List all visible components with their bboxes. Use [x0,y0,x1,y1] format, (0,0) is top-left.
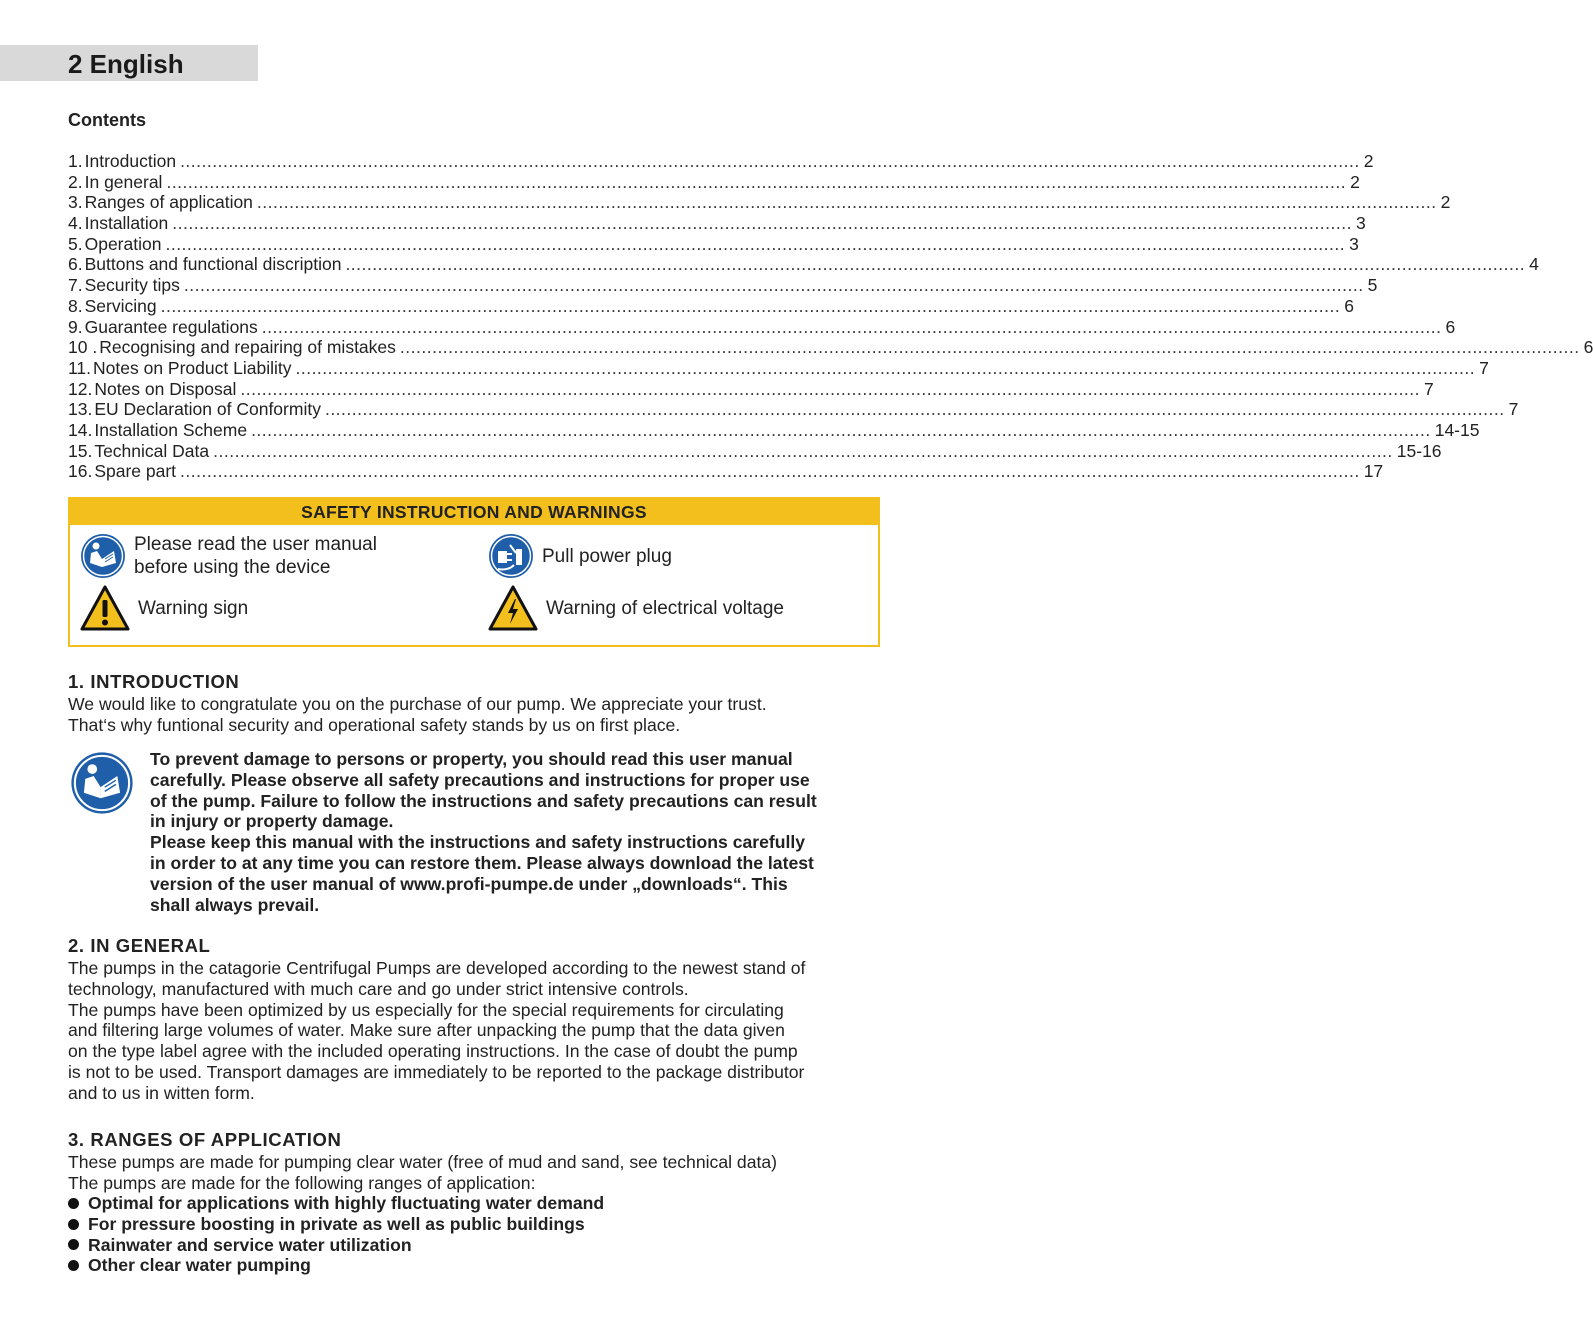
introduction-heading: 1. INTRODUCTION [68,671,240,692]
toc-leader-dots: ............................................................................................................................................................................................................................ [160,295,1341,316]
safety-item-text-line1: Warning sign [138,597,249,619]
toc-entry [68,192,1451,213]
toc-leader-dots: ............................................................................................................................................................................................................................ [172,213,1352,234]
list-item: Other clear water pumping [68,1255,888,1276]
text-line: The pumps are made for the following ranges of application: [68,1172,536,1193]
bullet-icon [68,1239,79,1250]
safety-item-read-manual [80,533,377,579]
toc-label: Installation Scheme [94,419,248,440]
toc-label: Notes on Disposal [94,378,237,399]
toc-leader-dots: ............................................................................................................................................................................................................................ [345,254,1526,275]
ranges-bullet-list [68,1193,888,1276]
toc-entry [68,295,1354,317]
text-line: version of the user manual of www.profi-pumpe.de under „downloads“. This [150,873,788,894]
warning-icon [80,585,130,631]
text-line: in order to at any time you can restore them. Please always download the latest [150,852,814,873]
toc-number: 16. [68,461,93,482]
text-line: on the type label agree with the included operating instructions. In the case of doubt the pump [68,1041,798,1062]
toc-number: 7. [68,275,83,296]
toc-number: 11. [68,357,92,378]
toc-label: Introduction [84,151,177,171]
toc-label: EU Declaration of Conformity [94,399,321,420]
list-item: For pressure boosting in private as well as public buildings [68,1214,888,1235]
toc-label: Technical Data [94,440,210,461]
safety-item-text-line1: Pull power plug [542,545,672,567]
toc-page-number: 7 [1424,378,1434,399]
toc-leader-dots: ............................................................................................................................................................................................................................ [166,171,1347,192]
toc-page-number: 3 [1355,213,1366,234]
safety-item-text-line1: Warning of electrical voltage [546,597,784,619]
safety-item-text-line2: before using the device [134,557,331,578]
table-of-contents [68,151,1593,482]
text-line: of the pump. Failure to follow the instructions and safety precautions can result [150,790,817,811]
general-text [68,958,888,1104]
pull-plug-icon [488,533,534,579]
toc-number: 15. [68,440,93,461]
toc-number: 4. [68,213,83,234]
toc-label: Ranges of application [84,192,253,213]
toc-page-number: 2 [1350,171,1360,192]
text-line: That‘s why funtional security and operational safety stands by us on first place. [68,714,681,735]
introduction-warning-text [150,749,890,915]
toc-entry [68,357,1489,379]
toc-entry [68,213,1366,234]
text-line: and filtering large volumes of water. Make sure after unpacking the pump that the data given [68,1020,785,1041]
text-line: shall always prevail. [150,894,320,915]
toc-page-number: 14-15 [1434,419,1480,440]
toc-entry [68,461,1384,482]
toc-leader-dots: ............................................................................................................................................................................................................................ [399,337,1580,358]
toc-entry [68,378,1434,400]
text-line: To prevent damage to persons or property, you should read this user manual [150,749,793,769]
electrical-voltage-icon [488,585,538,631]
toc-label: In general [84,171,163,192]
toc-entry [68,337,1593,358]
ranges-text [68,1152,888,1194]
toc-number: 3. [68,192,83,213]
list-item: Rainwater and service water utilization [68,1235,888,1256]
safety-box [68,497,880,647]
toc-page-number: 6 [1583,337,1593,358]
toc-entry [68,440,1442,462]
toc-page-number: 15-16 [1396,440,1442,461]
toc-leader-dots: ............................................................................................................................................................................................................................ [295,357,1476,378]
toc-page-number: 7 [1479,357,1489,378]
toc-number: 12. [68,378,93,399]
toc-label: Recognising and repairing of mistakes [99,337,396,358]
toc-page-number: 5 [1367,275,1378,296]
introduction-text [68,694,888,736]
toc-page-number: 4 [1529,254,1539,275]
toc-label: Spare part [94,461,177,482]
contents-heading: Contents [68,110,146,130]
toc-page-number: 7 [1508,399,1519,420]
toc-leader-dots: ............................................................................................................................................................................................................................ [251,419,1431,440]
toc-number: 9. [68,316,83,337]
safety-item-pull-plug [488,533,672,579]
toc-leader-dots: ............................................................................................................................................................................................................................ [183,275,1364,296]
toc-page-number: 6 [1445,316,1456,337]
toc-number: 14. [68,419,93,440]
toc-leader-dots: ............................................................................................................................................................................................................................ [324,399,1505,420]
toc-number: 13. [68,399,93,420]
read-manual-icon [80,533,126,579]
toc-page-number: 17 [1363,461,1384,482]
bullet-icon [68,1219,79,1230]
text-line: The pumps have been optimized by us especially for the special requirements for circulating [68,999,784,1020]
safety-item-electrical [488,585,784,631]
toc-page-number: 3 [1349,233,1359,254]
general-heading: 2. IN GENERAL [68,935,211,956]
bullet-icon [68,1198,79,1209]
text-line: The pumps in the catagorie Centrifugal Pumps are developed according to the newest stand of [68,958,806,978]
text-line: in injury or property damage. [150,811,394,832]
read-manual-icon [70,751,134,815]
bullet-icon [68,1260,79,1271]
toc-entry [68,254,1539,275]
section-header [0,45,258,81]
text-line: These pumps are made for pumping clear water (free of mud and sand, see technical data) [68,1152,778,1172]
toc-leader-dots: ............................................................................................................................................................................................................................ [165,233,1346,254]
safety-item-warning [80,585,248,631]
safety-item-text-line1: Please read the user manual [134,534,377,555]
toc-number: 1. [68,151,83,171]
toc-entry [68,151,1374,172]
toc-number: 8. [68,295,83,316]
toc-leader-dots: ............................................................................................................................................................................................................................ [240,378,1421,399]
toc-label: Security tips [84,275,180,296]
list-item: Optimal for applications with highly fluctuating water demand [68,1193,888,1214]
text-line: and to us in witten form. [68,1082,255,1103]
toc-number: 5. [68,233,83,254]
section-title: 2 English [68,49,184,79]
toc-entry [68,399,1519,420]
toc-entry [68,233,1359,255]
text-line: Please keep this manual with the instructions and safety instructions carefully [150,832,806,853]
toc-page-number: 2 [1363,151,1374,171]
toc-leader-dots: ............................................................................................................................................................................................................................ [180,151,1360,171]
toc-entry [68,275,1378,296]
toc-leader-dots: ............................................................................................................................................................................................................................ [180,461,1360,482]
safety-heading: SAFETY INSTRUCTION AND WARNINGS [70,499,878,525]
ranges-heading: 3. RANGES OF APPLICATION [68,1129,342,1150]
text-line: We would like to congratulate you on the purchase of our pump. We appreciate your trust. [68,694,767,714]
toc-leader-dots: ............................................................................................................................................................................................................................ [261,316,1442,337]
toc-label: Installation [84,213,169,234]
toc-leader-dots: ............................................................................................................................................................................................................................ [213,440,1393,461]
toc-entry [68,171,1360,193]
text-line: carefully. Please observe all safety precautions and instructions for proper use [150,769,810,790]
toc-entry [68,419,1480,441]
toc-leader-dots: ............................................................................................................................................................................................................................ [256,192,1437,213]
toc-label: Operation [84,233,162,254]
toc-number: 6. [68,254,83,275]
toc-label: Guarantee regulations [84,316,258,337]
toc-page-number: 2 [1440,192,1451,213]
toc-label: Buttons and functional discription [84,254,342,275]
toc-label: Notes on Product Liability [93,357,292,378]
toc-label: Servicing [84,295,157,316]
toc-number: 10 . [68,337,98,358]
toc-number: 2. [68,171,83,192]
text-line: is not to be used. Transport damages are immediately to be reported to the package distributor [68,1061,805,1082]
toc-entry [68,316,1456,338]
toc-page-number: 6 [1344,295,1354,316]
text-line: technology, manufactured with much care and go under strict intensive controls. [68,978,689,999]
